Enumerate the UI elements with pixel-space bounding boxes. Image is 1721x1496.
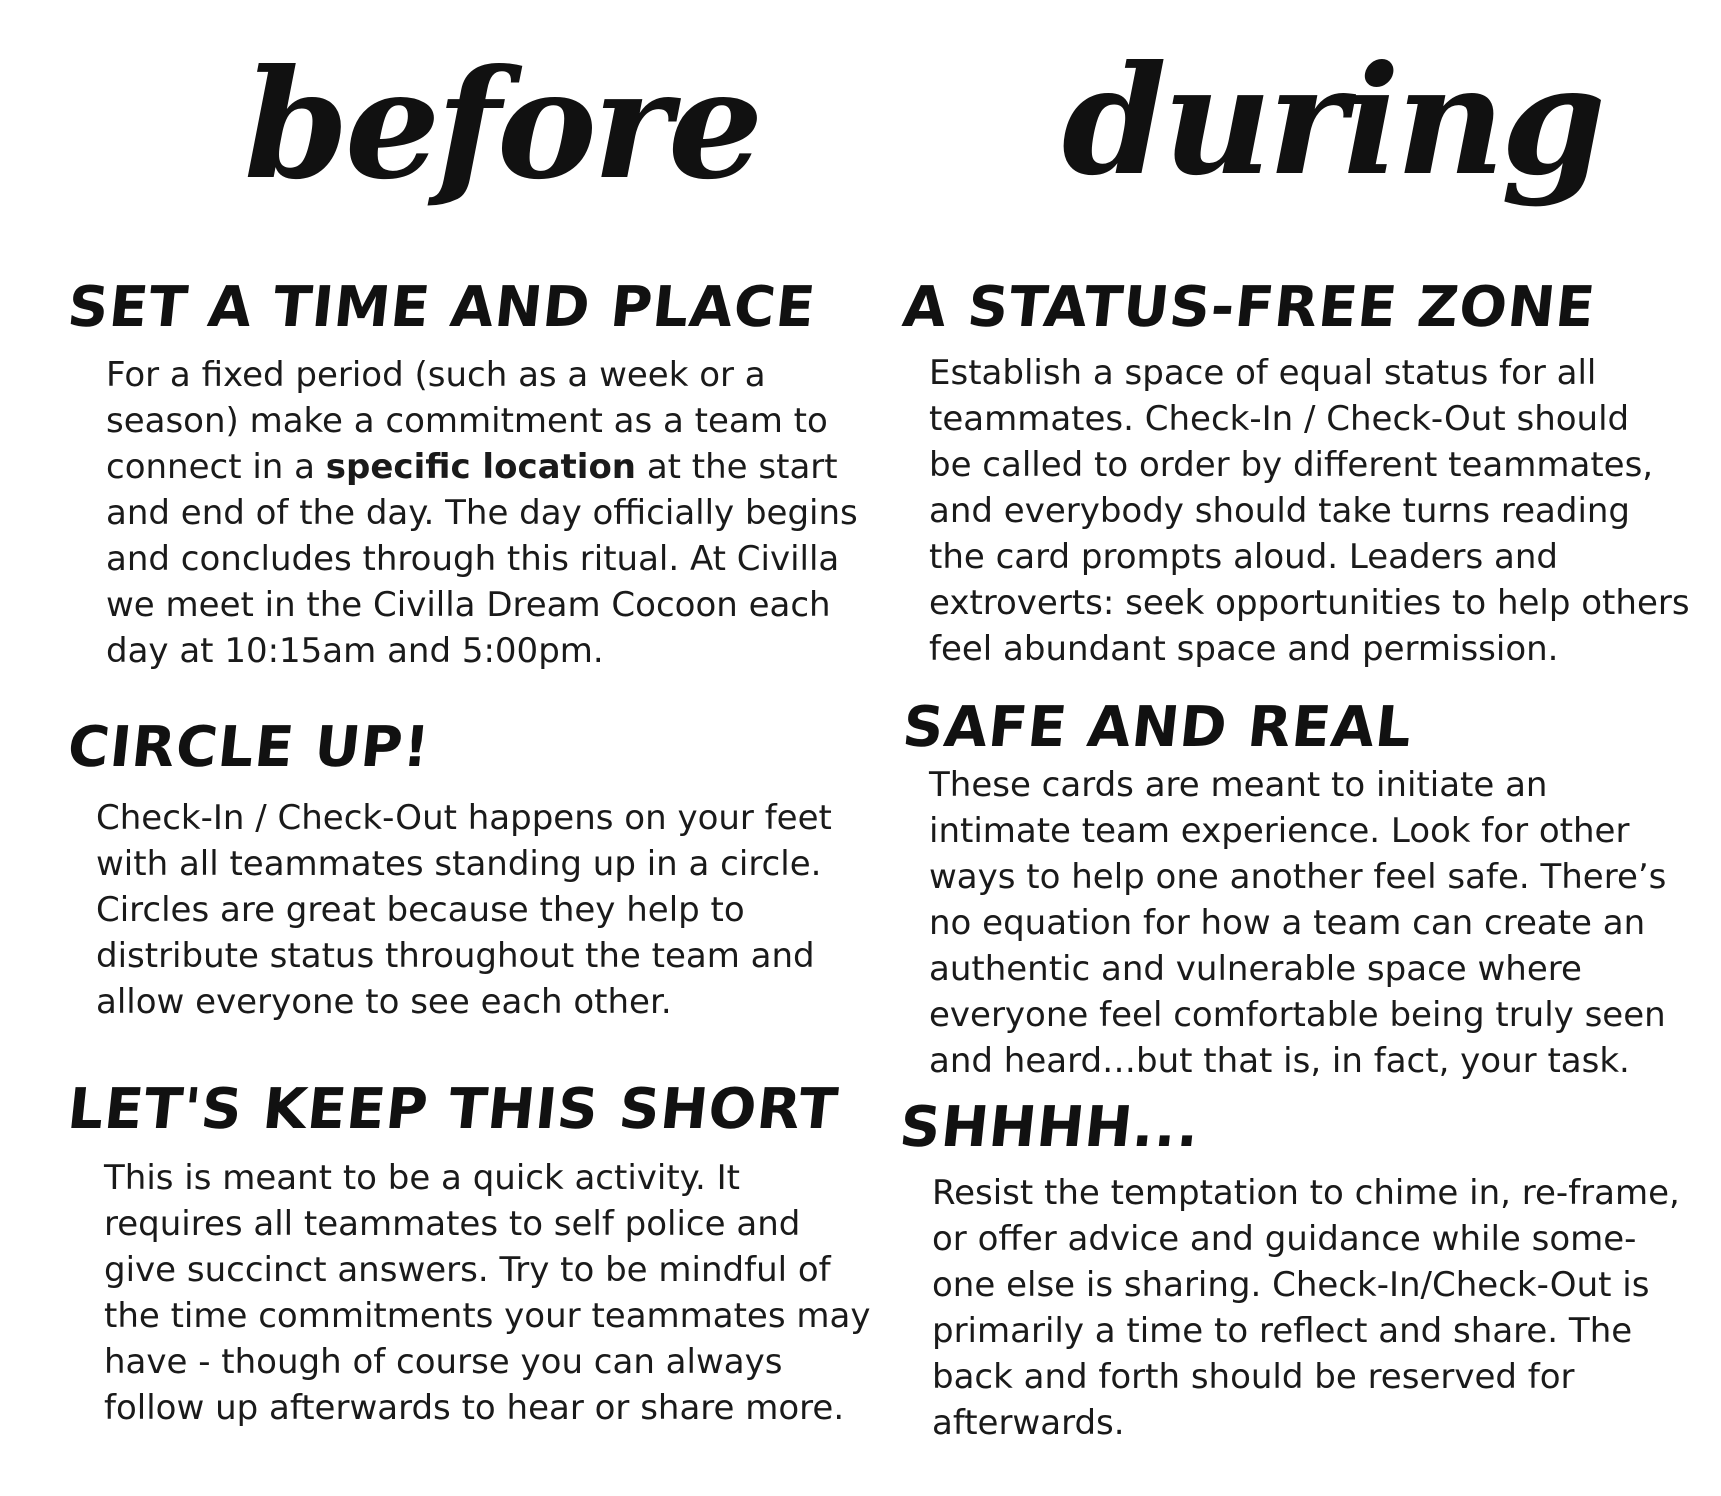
- body-line: with all teammates standing up in a circle.: [96, 844, 822, 884]
- body-line: distribute status throughout the team and: [96, 936, 815, 976]
- before-title: before: [244, 37, 760, 213]
- body-line: or offer advice and guidance while some-: [932, 1219, 1637, 1259]
- body-line: feel abundant space and permission.: [929, 629, 1559, 669]
- body-line: and everybody should take turns reading: [929, 491, 1631, 531]
- section-body-status-free-zone: [929, 350, 1690, 672]
- body-line: Circles are great because they help to: [96, 890, 745, 930]
- body-line: we meet in the Civilla Dream Cocoon each: [106, 585, 831, 625]
- section-heading-circle-up: CIRCLE UP!: [64, 715, 434, 780]
- body-line: Check-In / Check-Out happens on your feet: [96, 798, 832, 838]
- body-line: extroverts: seek opportunities to help others: [929, 583, 1690, 623]
- body-line: and heard…but that is, in fact, your task.: [929, 1041, 1630, 1081]
- body-line: the time commitments your teammates may: [104, 1296, 871, 1336]
- body-line: afterwards.: [932, 1403, 1125, 1443]
- body-line: have - though of course you can always: [104, 1342, 783, 1382]
- body-line: no equation for how a team can create an: [929, 903, 1646, 943]
- section-heading-shhhh: SHHHH...: [896, 1095, 1204, 1160]
- body-line-part: at the start: [636, 447, 838, 487]
- body-line: and end of the day. The day officially begins: [106, 493, 858, 533]
- section-body-lets-keep-this-short: [104, 1155, 870, 1431]
- body-line: give succinct answers. Try to be mindful of: [104, 1250, 831, 1290]
- body-line: everyone feel comfortable being truly seen: [929, 995, 1666, 1035]
- body-line: Resist the temptation to chime in, re-frame,: [932, 1173, 1680, 1213]
- body-line: [106, 444, 858, 490]
- section-body-safe-and-real: [929, 762, 1666, 1084]
- body-line-part: connect in a: [106, 447, 326, 487]
- body-line: one else is sharing. Check-In/Check-Out is: [932, 1265, 1650, 1305]
- body-line: allow everyone to see each other.: [96, 982, 672, 1022]
- body-line: intimate team experience. Look for other: [929, 811, 1630, 851]
- section-body-shhhh: [932, 1170, 1680, 1446]
- section-heading-lets-keep-this-short: LET'S KEEP THIS SHORT: [64, 1077, 842, 1142]
- body-line: season) make a commitment as a team to: [106, 401, 828, 441]
- section-body-circle-up: [96, 795, 832, 1025]
- body-line: For a fixed period (such as a week or a: [106, 355, 766, 395]
- body-line: follow up afterwards to hear or share more.: [104, 1388, 845, 1428]
- body-line: Establish a space of equal status for all: [929, 353, 1597, 393]
- body-line: This is meant to be a quick activity. It: [104, 1158, 740, 1198]
- during-title: during: [1062, 33, 1602, 209]
- body-line: teammates. Check-In / Check-Out should: [929, 399, 1630, 439]
- section-body-set-time-and-place: [106, 352, 858, 674]
- body-line: primarily a time to reflect and share. The: [932, 1311, 1633, 1351]
- body-line: These cards are meant to initiate an: [929, 765, 1548, 805]
- body-line: back and forth should be reserved for: [932, 1357, 1575, 1397]
- body-line: day at 10:15am and 5:00pm.: [106, 631, 604, 671]
- section-heading-safe-and-real: SAFE AND REAL: [899, 695, 1416, 760]
- body-line: requires all teammates to self police and: [104, 1204, 801, 1244]
- body-line: ways to help one another feel safe. There’s: [929, 857, 1667, 897]
- body-line: authentic and vulnerable space where: [929, 949, 1582, 989]
- section-heading-set-time-and-place: SET A TIME AND PLACE: [64, 275, 819, 340]
- emphasis-specific-location: specific location: [325, 447, 637, 487]
- body-line: and concludes through this ritual. At Civilla: [106, 539, 840, 579]
- section-heading-status-free-zone: A STATUS-FREE ZONE: [899, 275, 1599, 340]
- body-line: the card prompts aloud. Leaders and: [929, 537, 1558, 577]
- body-line: be called to order by different teammates,: [929, 445, 1654, 485]
